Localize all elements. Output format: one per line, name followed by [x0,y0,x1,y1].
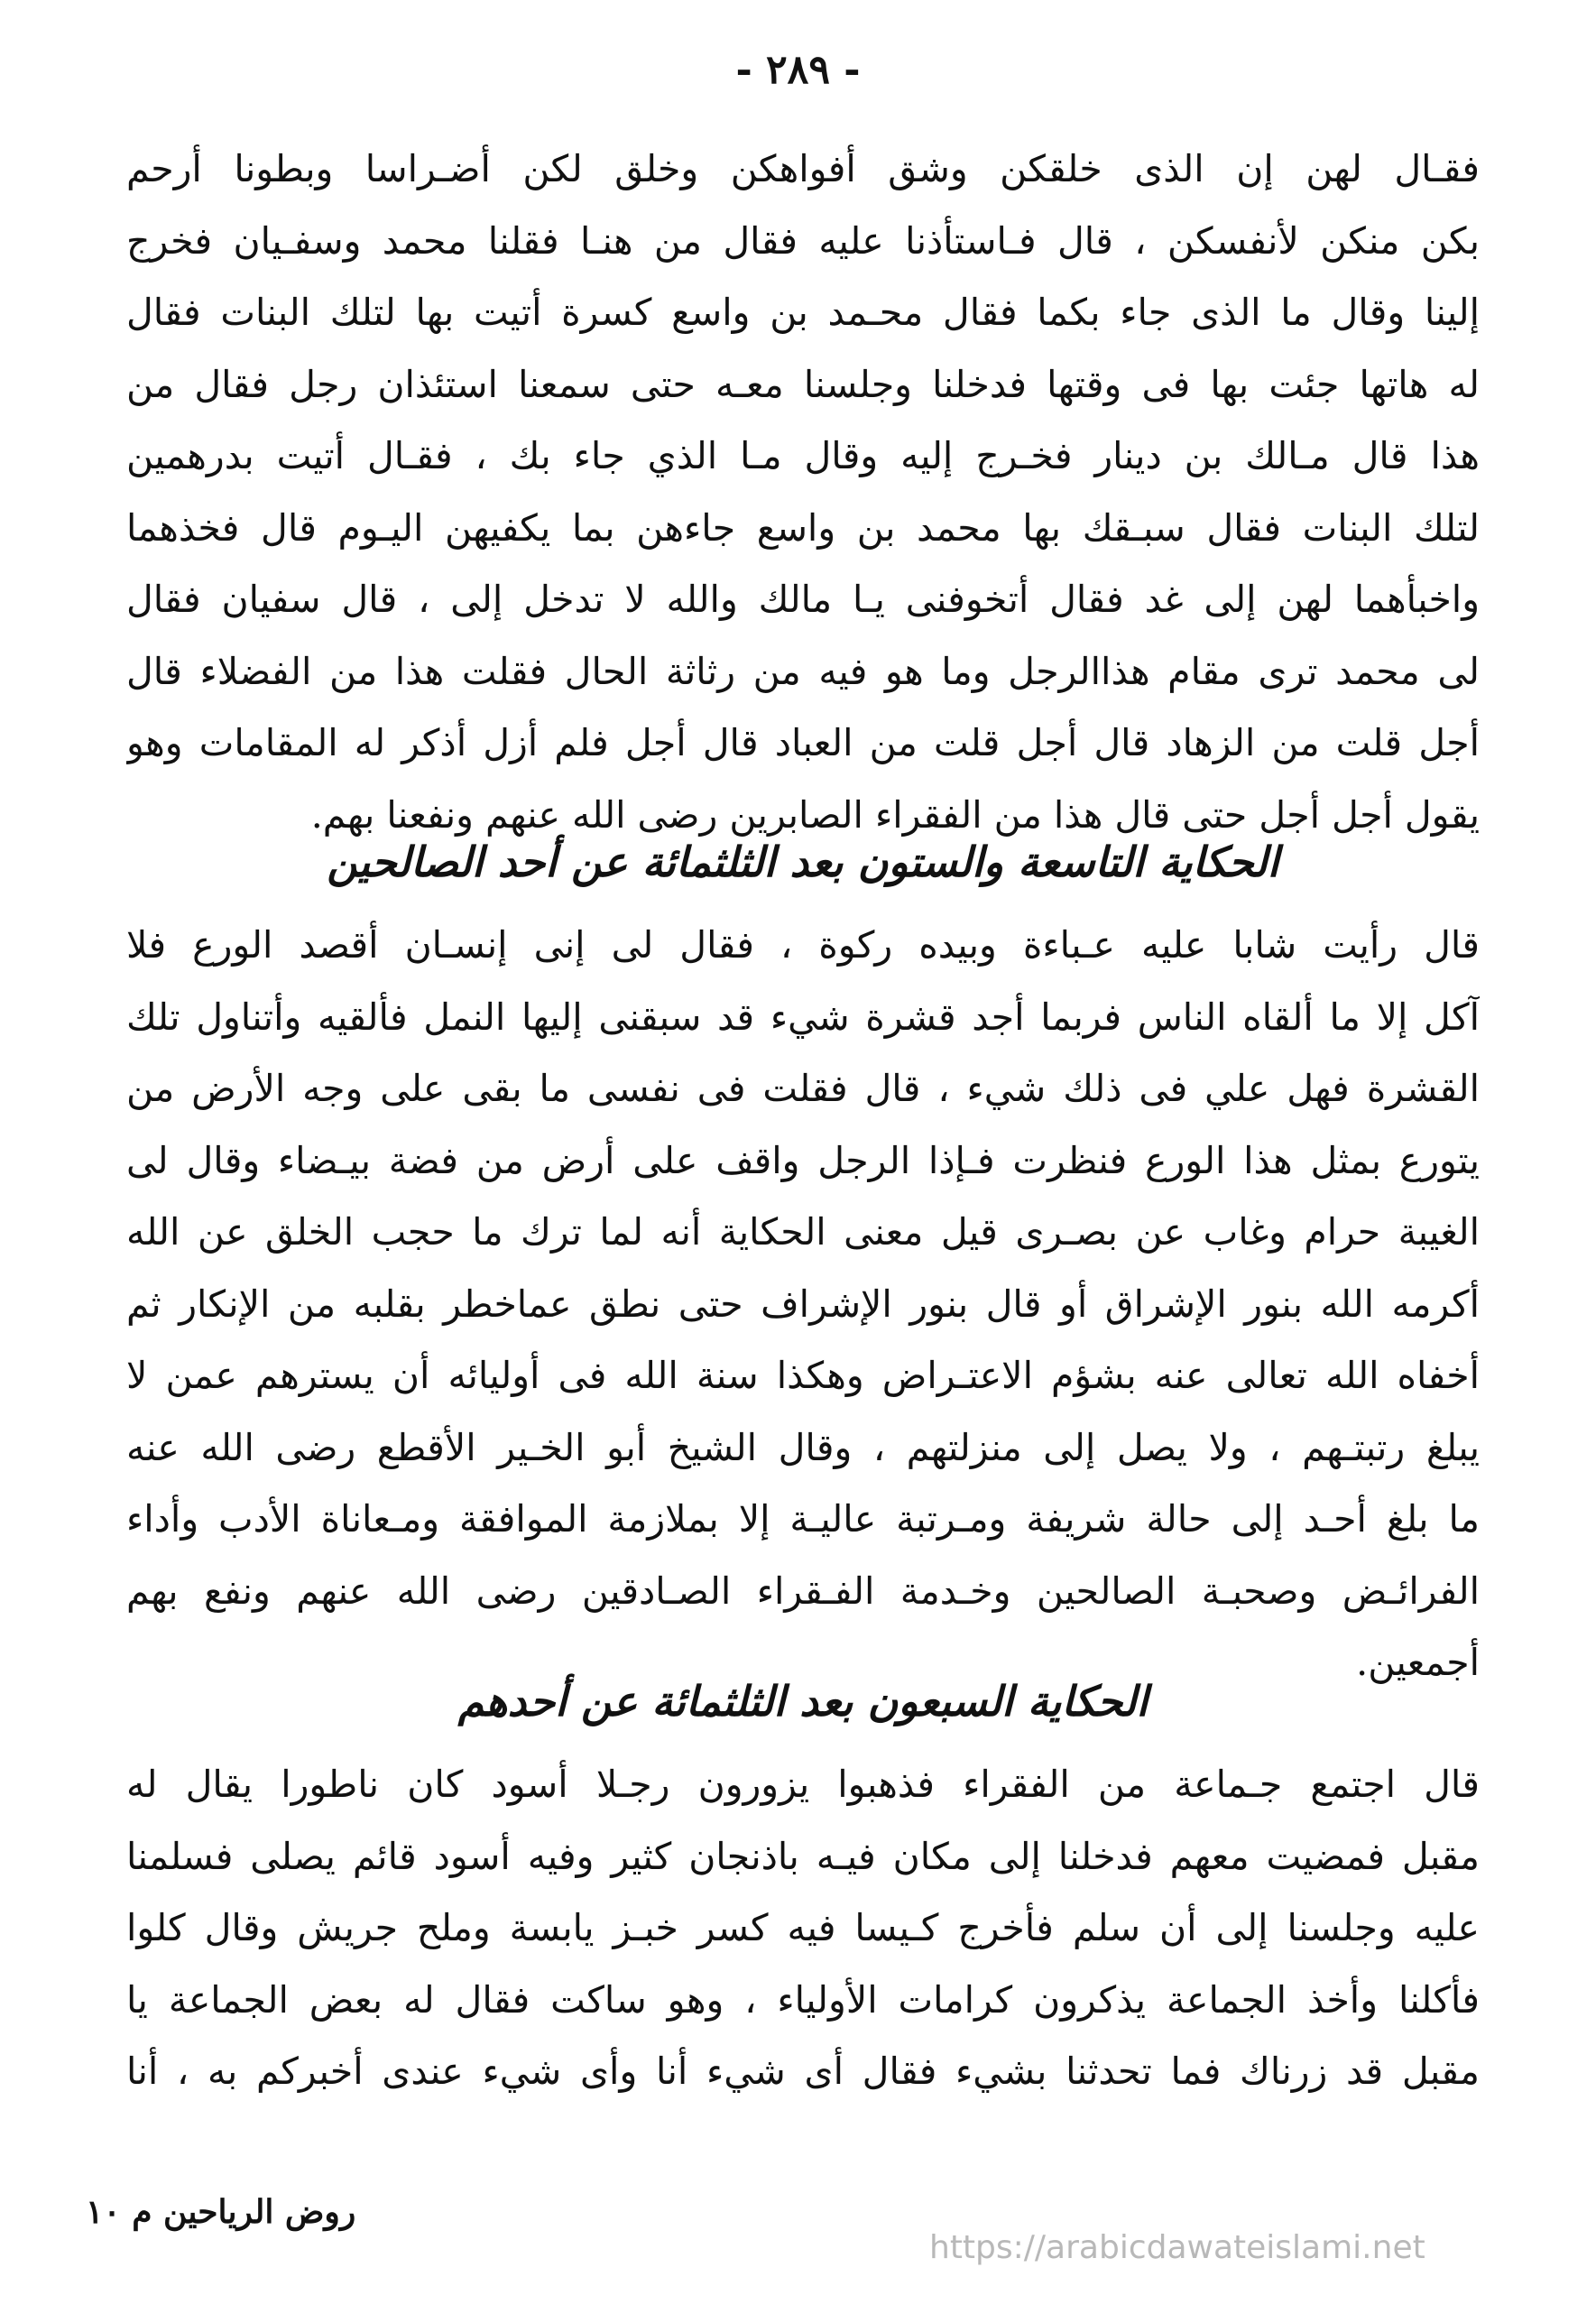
text-line: قال رأيت شابا عليه عـباءة وبيده ركوة ، فقال لى إنى إنسـان أقصد الورع فلا [126,923,1480,967]
text-line: أخفاه الله تعالى عنه بشؤم الاعتـراض وهكذا سنة الله فى أوليائه أن يسترهم عمن لا [126,1354,1480,1397]
text-line: لى محمد ترى مقام هذاالرجل وما هو فيه من رثاثة الحال فقلت هذا من الفضلاء قال [126,649,1480,693]
text-line: إلينا وقال ما الذى جاء بكما فقال محـمد بن واسع كسرة أتيت بها لتلك البنات فقال [126,291,1480,334]
text-line: واخبأهما لهن إلى غد فقال أتخوفنى يـا مالك والله لا تدخل إلى ، قال سفيان فقال [126,578,1480,621]
book-title-footer: روض الرياحين م ١٠ [86,2193,356,2231]
text-line: لتلك البنات فقال سبـقك بها محمد بن واسع جاءهن بما يكفيهن اليـوم قال فخذهما [126,505,1480,550]
text-line: له هاتها جئت بها فى وقتها فدخلنا وجلسنا معـه حتى سمعنا استئذان رجل فقال من [126,362,1480,406]
text-line: القشرة فهل علي فى ذلك شيء ، قال فقلت فى نفسى ما بقى على وجه الأرض من [126,1067,1480,1110]
text-line: يبلغ رتبتـهم ، ولا يصل إلى منزلتهم ، وقال الشيخ أبو الخـير الأقطع رضى الله عنه [126,1425,1480,1469]
text-line: هذا قال مـالك بن دينار فخـرج إليه وقال مـا الذي جاء بك ، فقـال أتيت بدرهمين [126,434,1480,477]
section-heading-370: الحكاية السبعون بعد الثلثمائة عن أحدهم [457,1677,1149,1726]
text-line: قال اجتمع جـماعة من الفقراء فذهبوا يزورون رجـلا أسود كان ناطورا يقال له [126,1763,1480,1806]
text-line: الغيبة حرام وغاب عن بصـرى قيل معنى الحكاية أنه لما ترك ما حجب الخلق عن الله [126,1210,1480,1254]
paragraph-section-1 [126,134,1480,851]
text-line: عليه وجلسنا إلى أن سلم فأخرج كـيسا فيه كسر خبـز يابسة وملح جريش وقال كلوا [126,1906,1480,1949]
text-line: يقول أجل أجل حتى قال هذا من الفقراء الصابرين رضى الله عنهم ونفعنا بهم. [310,792,1480,837]
text-line: فقـال لهن إن الذى خلقكن وشق أفواهكن وخلق لكن أضـراسا وبطونا أرحم [126,147,1480,190]
text-line: أجمعين. [1356,1641,1480,1684]
text-line: أكرمه الله بنور الإشراق أو قال بنور الإشراف حتى نطق عماخطر بقلبه من الإنكار ثم [126,1282,1480,1326]
text-line: ما بلغ أحـد إلى حالة شريفة ومـرتبة عاليـة إلا بملازمة الموافقة ومـعاناة الأدب وأداء [126,1497,1480,1541]
text-line: يتورع بمثل هذا الورع فنظرت فـإذا الرجل واقف على أرض من فضة بيـضاء وقال لى [126,1138,1480,1182]
paragraph-section-2 [126,910,1480,1699]
section-heading-369: الحكاية التاسعة والستون بعد الثلثمائة عن أحد الصالحين [327,838,1279,886]
watermark-url: https://arabicdawateislami.net [929,2229,1425,2266]
page-number: - ٢٨٩ - [735,47,861,93]
text-line: مقبل قد زرناك فما تحدثنا بشيء فقال أى شيء أنا وأى شيء عندى أخبركم به ، أنا [126,2050,1480,2093]
text-line: بكن منكن لأنفسكن ، قال فـاستأذنا عليه فقال من هنـا فقلنا محمد وسفـيان فخرج [126,218,1480,263]
text-line: آكل إلا ما ألقاه الناس فربما أجد قشرة شيء قد سبقنى إليها النمل فألقيه وأتناول تلك [126,995,1480,1039]
text-line: مقبل فمضيت معهم فدخلنا إلى مكان فيـه باذنجان كثير وفيه أسود قائم يصلى فسلمنا [126,1834,1480,1878]
paragraph-section-3 [126,1749,1480,2108]
text-line: الفرائـض وصحبـة الصالحين وخـدمة الفـقراء الصـادقين رضى الله عنهم ونفع بهم [126,1569,1480,1613]
text-line: أجل قلت من الزهاد قال أجل قلت من العباد قال أجل فلم أزل أذكر له المقامات وهو [126,721,1480,764]
text-line: فأكلنا وأخذ الجماعة يذكرون كرامات الأولياء ، وهو ساكت فقال له بعض الجماعة يا [126,1977,1480,2022]
